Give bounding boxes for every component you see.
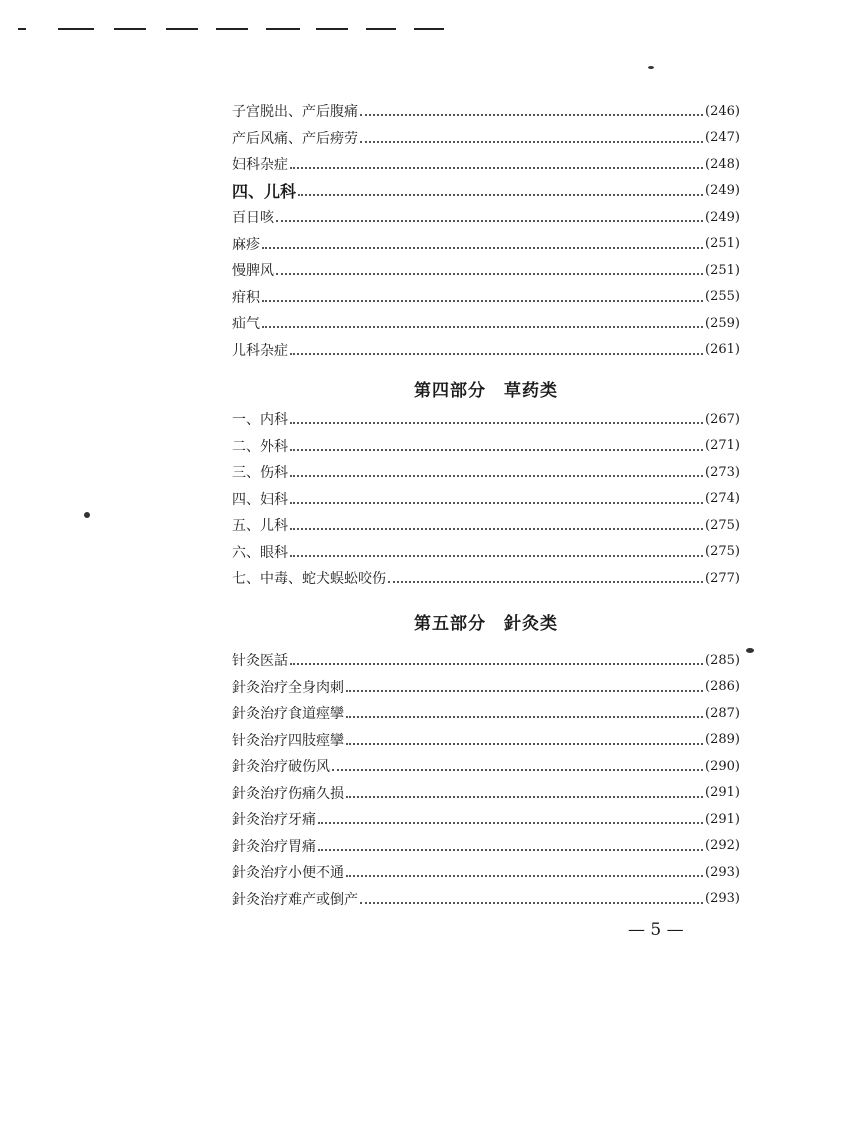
dot-leader — [290, 555, 703, 557]
toc-entry — [232, 98, 740, 125]
toc-entry-title: 儿科杂症 — [232, 342, 288, 359]
toc-entry — [232, 859, 740, 886]
toc-entry-title: 妇科杂症 — [232, 157, 288, 174]
toc-entry — [232, 727, 740, 754]
toc-entry-page: (246) — [705, 103, 740, 119]
toc-entry-title: 慢脾风 — [232, 263, 274, 280]
toc-entry-page: (286) — [705, 679, 740, 695]
toc-section-gynecology-pediatrics — [232, 98, 740, 363]
toc-entry-title: 三、伤科 — [232, 465, 288, 482]
toc-entry-title: 七、中毒、蛇犬蜈蚣咬伤 — [232, 571, 386, 588]
dot-leader — [360, 141, 703, 143]
toc-entry-page: (255) — [705, 289, 740, 305]
toc-entry-title: 百日咳 — [232, 210, 274, 227]
toc-entry-page: (259) — [705, 315, 740, 331]
toc-entry — [232, 406, 740, 433]
toc-entry-title: 子宫脱出、产后腹痛 — [232, 104, 358, 121]
toc-section-acupuncture — [232, 647, 740, 912]
toc-entry-title: 针灸治疗四肢痙攣 — [232, 732, 344, 749]
section-heading-herbal: 第四部分 草药类 — [414, 381, 558, 401]
toc-entry-page: (273) — [705, 464, 740, 480]
toc-entry — [232, 512, 740, 539]
toc-entry-page: (291) — [705, 811, 740, 827]
dot-leader — [290, 449, 703, 451]
toc-entry — [232, 204, 740, 231]
dot-leader — [388, 581, 703, 583]
toc-entry — [232, 125, 740, 152]
toc-entry-page: (292) — [705, 838, 740, 854]
toc-entry — [232, 151, 740, 178]
dot-leader — [290, 475, 703, 477]
toc-entry-page: (251) — [705, 236, 740, 252]
dot-leader — [276, 273, 703, 275]
toc-section-herbal — [232, 406, 740, 592]
dot-leader — [332, 769, 703, 771]
toc-entry-page: (290) — [705, 758, 740, 774]
dot-leader — [290, 502, 703, 504]
toc-entry — [232, 806, 740, 833]
toc-entry — [232, 459, 740, 486]
toc-entry-title: 針灸治疗牙痛 — [232, 812, 316, 829]
dot-leader — [346, 690, 703, 692]
dot-leader — [318, 849, 703, 851]
toc-entry-page: (275) — [705, 544, 740, 560]
toc-entry-page: (249) — [705, 183, 740, 199]
toc-entry — [232, 674, 740, 701]
toc-entry-title: 产后风痛、产后痨劳 — [232, 130, 358, 147]
toc-entry-title: 針灸治疗破伤风 — [232, 759, 330, 776]
dot-leader — [290, 167, 703, 169]
dot-leader — [346, 743, 703, 745]
toc-entry-page: (251) — [705, 262, 740, 278]
toc-entry-title: 疝气 — [232, 316, 260, 333]
toc-entry-title: 針灸治疗食道痙攣 — [232, 706, 344, 723]
dot-leader — [290, 422, 703, 424]
toc-entry-page: (287) — [705, 705, 740, 721]
toc-entry — [232, 780, 740, 807]
toc-entry — [232, 486, 740, 513]
toc-entry-title: 六、眼科 — [232, 544, 288, 561]
toc-entry — [232, 539, 740, 566]
toc-entry-title: 二、外科 — [232, 438, 288, 455]
scan-speck — [746, 648, 754, 653]
toc-entry-title: 麻疹 — [232, 236, 260, 253]
dot-leader — [298, 194, 703, 196]
toc-entry-page: (293) — [705, 891, 740, 907]
toc-entry-page: (285) — [705, 652, 740, 668]
toc-entry — [232, 700, 740, 727]
dot-leader — [290, 353, 703, 355]
toc-entry — [232, 257, 740, 284]
scan-speck — [648, 66, 654, 69]
page-number: — 5 — — [628, 920, 684, 940]
toc-entry-title: 針灸治疗伤痛久损 — [232, 785, 344, 802]
toc-entry — [232, 565, 740, 592]
toc-entry — [232, 337, 740, 364]
dot-leader — [276, 220, 703, 222]
toc-entry — [232, 284, 740, 311]
toc-entry-page: (274) — [705, 491, 740, 507]
dot-leader — [262, 300, 703, 302]
dot-leader — [262, 326, 703, 328]
toc-entry-page: (248) — [705, 156, 740, 172]
toc-entry-title: 四、妇科 — [232, 491, 288, 508]
dot-leader — [318, 822, 703, 824]
toc-entry-title: 五、儿科 — [232, 518, 288, 535]
toc-entry-page: (291) — [705, 785, 740, 801]
toc-entry-page: (249) — [705, 209, 740, 225]
toc-entry-title: 針灸治疗胃痛 — [232, 838, 316, 855]
toc-entry — [232, 433, 740, 460]
toc-entry-title: 針灸治疗全身肉刺 — [232, 679, 344, 696]
toc-entry — [232, 753, 740, 780]
dot-leader — [360, 902, 703, 904]
toc-entry-title: 一、内科 — [232, 412, 288, 429]
toc-entry-title: 疳积 — [232, 289, 260, 306]
dot-leader — [346, 875, 703, 877]
toc-entry-page: (277) — [705, 570, 740, 586]
toc-entry-page: (271) — [705, 438, 740, 454]
toc-entry-title: 四、儿科 — [232, 182, 297, 202]
toc-entry-title: 针灸医話 — [232, 653, 288, 670]
toc-entry — [232, 833, 740, 860]
toc-entry-page: (275) — [705, 517, 740, 533]
scan-speck — [84, 512, 90, 518]
dot-leader — [290, 663, 703, 665]
toc-entry — [232, 310, 740, 337]
toc-entry-title: 針灸治疗难产或倒产 — [232, 891, 358, 908]
toc-entry-page: (289) — [705, 732, 740, 748]
toc-entry-page: (267) — [705, 411, 740, 427]
toc-entry — [232, 886, 740, 913]
toc-entry — [232, 647, 740, 674]
toc-entry — [232, 178, 740, 205]
dot-leader — [360, 114, 703, 116]
dot-leader — [346, 716, 703, 718]
toc-entry-page: (261) — [705, 342, 740, 358]
dot-leader — [346, 796, 703, 798]
dot-leader — [290, 528, 703, 530]
toc-entry-page: (293) — [705, 864, 740, 880]
section-heading-acupuncture: 第五部分 針灸类 — [414, 614, 558, 634]
dot-leader — [262, 247, 703, 249]
toc-entry-title: 針灸治疗小便不通 — [232, 865, 344, 882]
toc-entry — [232, 231, 740, 258]
toc-entry-page: (247) — [705, 130, 740, 146]
